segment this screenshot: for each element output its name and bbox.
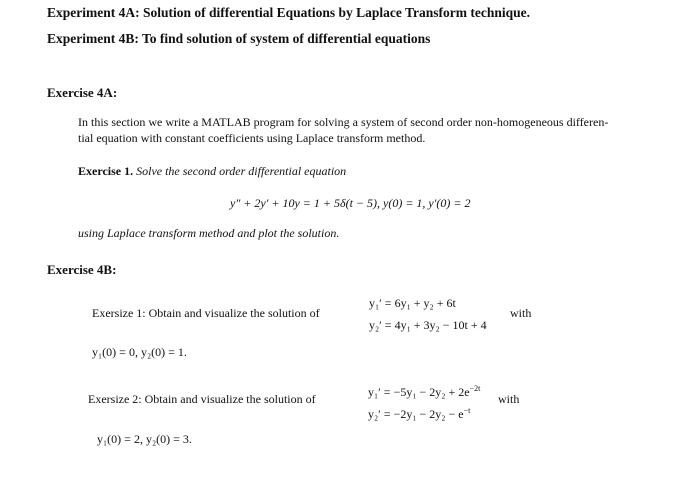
exercise-4b-heading: Exercise 4B: <box>47 262 117 277</box>
exersize-1-with: with <box>510 306 532 320</box>
exercise-1-line <box>78 164 346 179</box>
exersize-2-initial-conditions: y₁(0) = 2, y₂(0) = 3. <box>97 432 192 446</box>
exersize-2-eq2-exponent: −t <box>463 406 471 415</box>
exersize-2-eq2-main: y₂′ = −2y₁ − 2y₂ − e <box>368 407 464 421</box>
exercise-1-label: Exercise 1. <box>78 164 134 178</box>
exersize-2-eq1-exponent: −2t <box>469 384 481 393</box>
using-laplace-text: using Laplace transform method and plot the solution. <box>78 226 340 240</box>
exersize-1-text: Exersize 1: Obtain and visualize the solution of <box>92 306 320 320</box>
exersize-2-text: Exersize 2: Obtain and visualize the solution of <box>88 392 316 406</box>
exercise-4a-paragraph-line1: In this section we write a MATLAB program for solving a system of second order non-homogeneous differen- <box>78 115 609 129</box>
experiment-4b-title: Experiment 4B: To find solution of system of differential equations <box>47 31 431 46</box>
experiment-4a-title: Experiment 4A: Solution of differential Equations by Laplace Transform technique. <box>47 5 531 20</box>
exercise-4a-heading: Exercise 4A: <box>47 85 118 100</box>
exersize-2-eq1-main: y₁′ = −5y₁ − 2y₂ + 2e <box>368 385 470 399</box>
exersize-2-eq2 <box>368 400 480 422</box>
exersize-2-with: with <box>498 392 520 406</box>
exersize-2-system <box>368 378 480 422</box>
exersize-1-system <box>369 292 487 336</box>
exersize-2-eq1 <box>368 378 480 400</box>
exersize-1-initial-conditions: y₁(0) = 0, y₂(0) = 1. <box>92 345 187 359</box>
exersize-1-eq2: y₂′ = 4y₁ + 3y₂ − 10t + 4 <box>369 318 487 332</box>
exercise-4a-paragraph-line2: tial equation with constant coefficients using Laplace transform method. <box>78 131 426 145</box>
exercise-1-text: Solve the second order differential equation <box>136 164 347 178</box>
differential-equation: y″ + 2y′ + 10y = 1 + 5δ(t − 5), y(0) = 1, y′(0) = 2 <box>230 196 471 210</box>
exersize-1-eq1: y₁′ = 6y₁ + y₂ + 6t <box>369 296 456 310</box>
